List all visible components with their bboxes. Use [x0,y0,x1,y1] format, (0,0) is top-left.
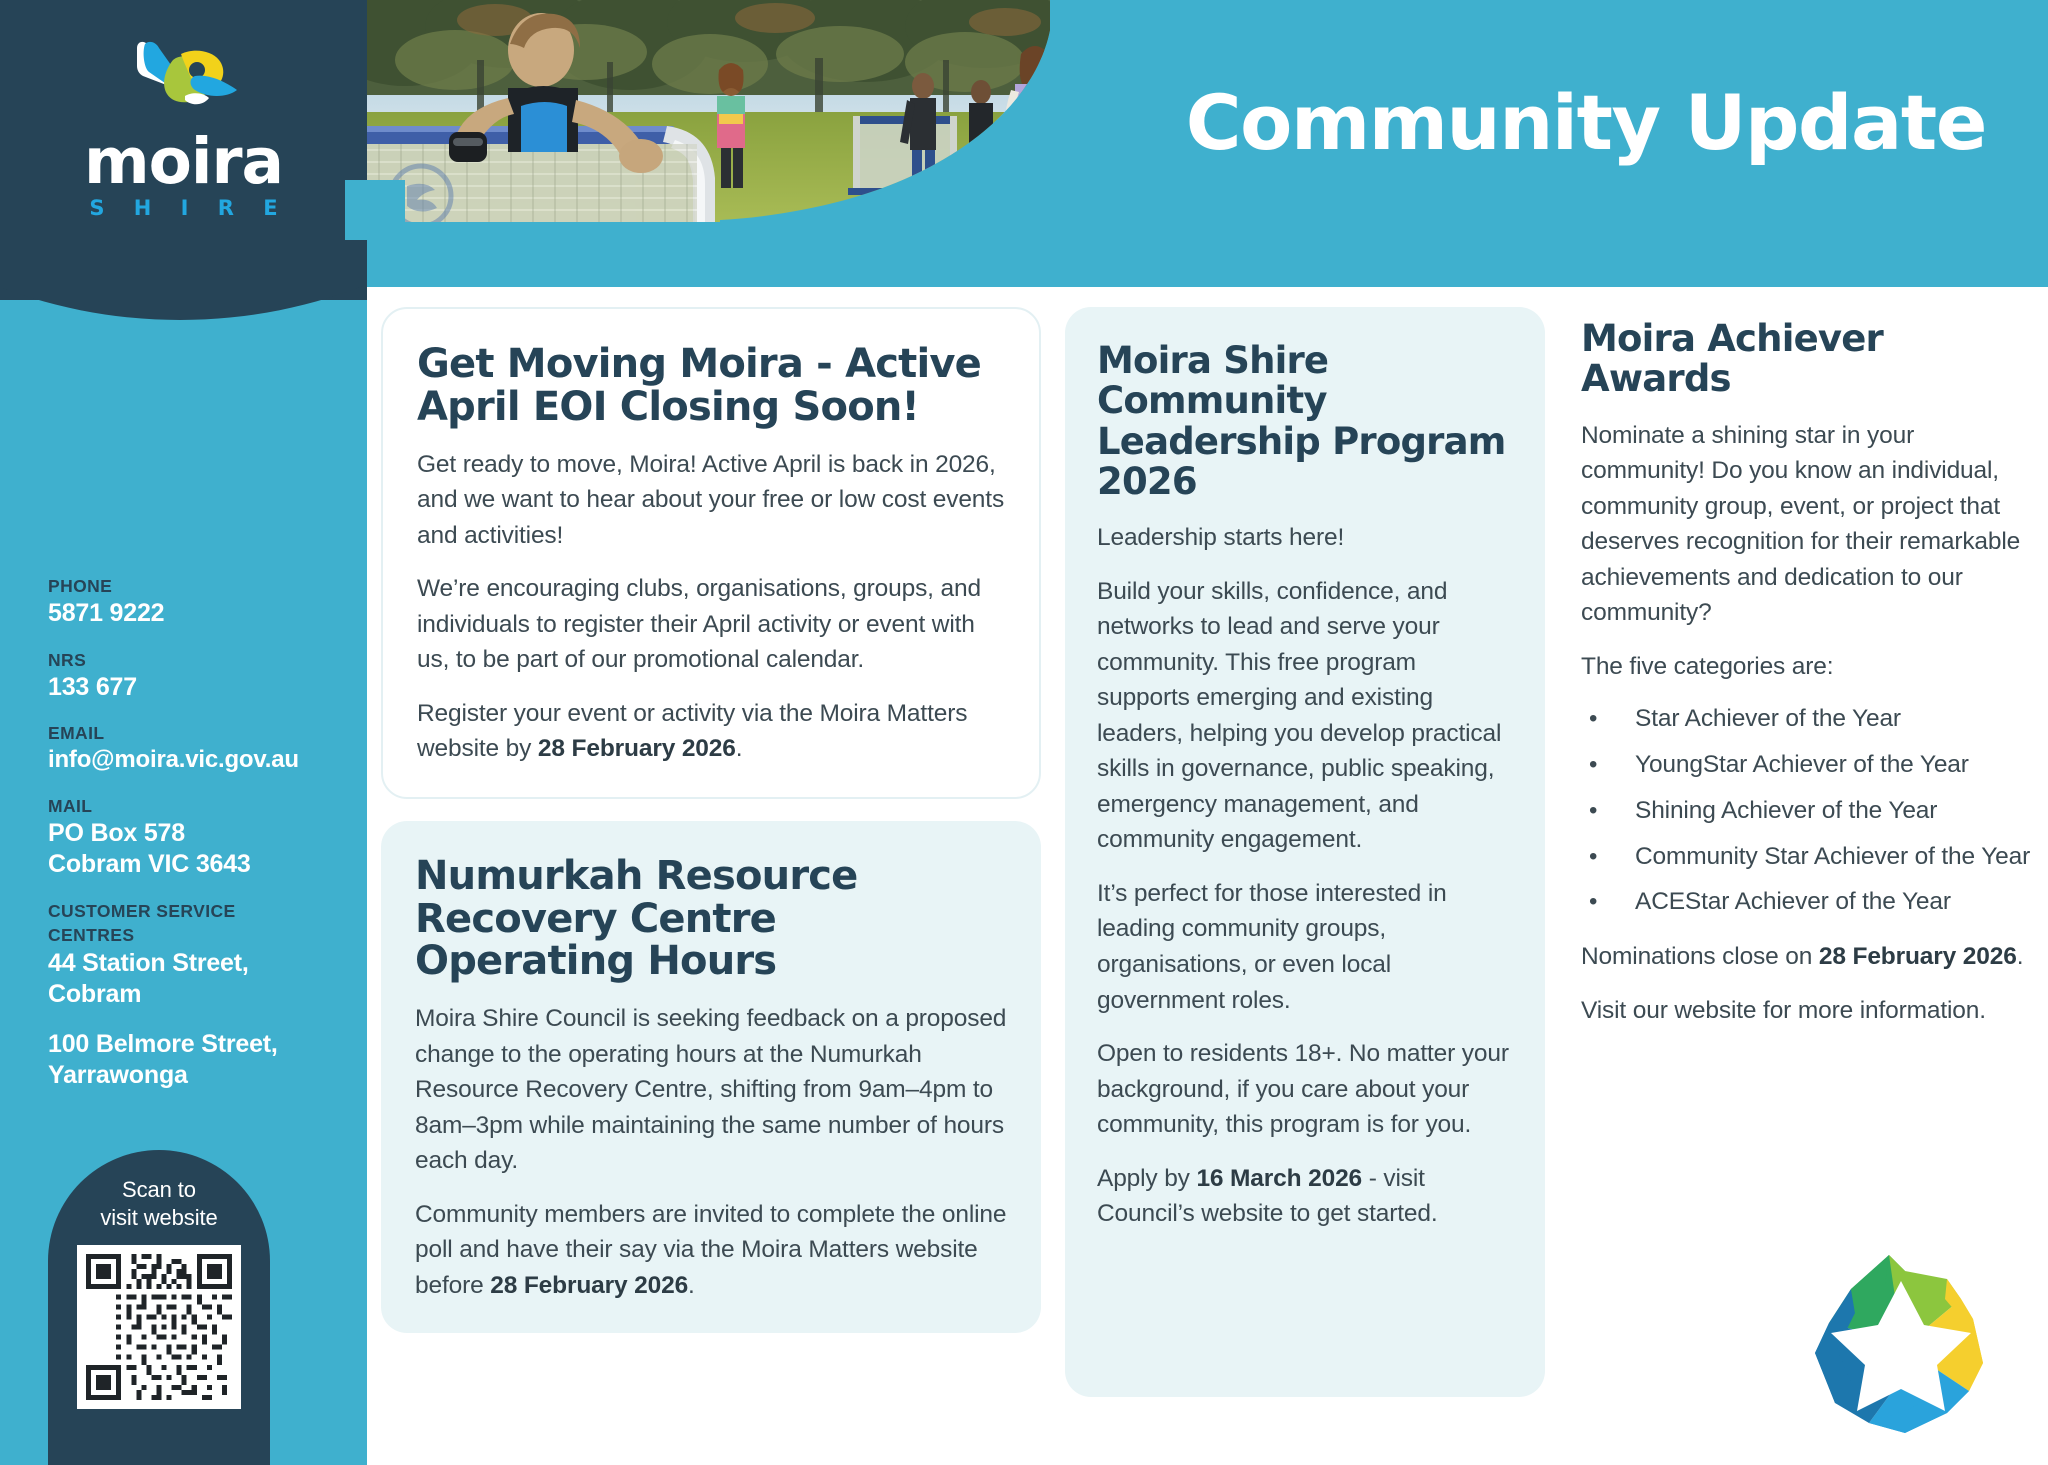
list-item [1581,794,2031,828]
mail-value-line1: PO Box 578 [48,818,185,847]
achiever-paragraph-1: Nominate a shining star in your community! Do you know an individual, community group, event, or project that deserves recognition for their remarkable achievements and dedication to our community? [1581,421,2021,627]
contact-details [48,575,328,1113]
mail-value-line2: Cobram VIC 3643 [48,850,251,879]
numurkah-paragraph-1: Moira Shire Council is seeking feedback on a proposed change to the operating hours at the Numurkah Resource Recovery Centre, shifting from 9am–4pm to 8am–3pm while maintaining the same number of hours each day. [415,1005,1007,1175]
active-april-p3-post: . [735,735,743,763]
achiever-p3-post: . [2016,943,2024,971]
leadership-paragraph-3: It’s perfect for those interested in leading community groups, organisations, or even local government roles. [1097,879,1447,1014]
active-april-heading: Get Moving Moira - Active April EOI Closing Soon! [417,341,981,430]
main-content [367,287,2048,1465]
logo-wordmark: moira [83,125,284,198]
yarrawonga-address-line2: Yarrawonga [48,1061,188,1090]
yarrawonga-address-line1: 100 Belmore Street, [48,1029,278,1058]
active-april-paragraph-2: We’re encouraging clubs, organisations, groups, and individuals to register their April activity or event with us, to be part of our promotional calendar. [417,575,981,674]
column-left [381,287,1041,1465]
achiever-paragraph-4: Visit our website for more information. [1581,996,1986,1024]
qr-code-icon [86,1254,232,1400]
leadership-p5-pre: Apply by [1097,1164,1197,1192]
category-label: YoungStar Achiever of the Year [1635,751,1969,779]
list-item [1581,748,2031,782]
category-label: Community Star Achiever of the Year [1635,842,2031,870]
logo-subtitle: S H I R E [89,195,289,220]
leadership-paragraph-4: Open to residents 18+. No matter your background, if you care about your community, this program is for you. [1097,1040,1509,1139]
qr-caption-line1: Scan to [122,1177,196,1202]
article-card-numurkah [381,821,1041,1334]
customer-service-label-line2: CENTRES [48,924,135,945]
customer-service-label-line1: CUSTOMER SERVICE [48,900,236,921]
bullet-icon: • [1589,842,1598,870]
email-value[interactable]: info@moira.vic.gov.au [48,746,299,774]
achiever-deadline: 28 February 2026 [1818,943,2017,971]
numurkah-paragraph-2 [415,1197,1007,1304]
achiever-awards-star-logo-icon [1793,1237,2009,1453]
moira-shire-logo [0,40,367,230]
achiever-paragraph-3 [1581,939,2031,975]
column-right [1581,287,2031,1465]
numurkah-deadline: 28 February 2026 [490,1271,689,1299]
mail-label: MAIL [48,795,93,816]
leadership-paragraph-1: Leadership starts here! [1097,524,1345,552]
qr-caption [100,1176,217,1231]
qr-code-box[interactable] [77,1245,241,1409]
nrs-label: NRS [48,649,87,670]
article-block-achiever [1581,287,2031,1028]
email-label: EMAIL [48,723,105,744]
header-photo-wedge [345,180,405,240]
achiever-paragraph-2: The five categories are: [1581,652,1834,680]
bullet-icon: • [1589,751,1598,779]
active-april-paragraph-1: Get ready to move, Moira! Active April is back in 2026, and we want to hear about your free or low cost events and activities! [417,450,1005,549]
achiever-categories-list [1581,702,2031,919]
active-april-deadline: 28 February 2026 [537,735,736,763]
nrs-value: 133 677 [48,672,137,701]
numurkah-p2-post: . [688,1271,695,1299]
active-april-p3-pre: Register your event or activity via the Moira Matters website by [417,699,968,763]
numurkah-p2-pre: Community members are invited to complete the online poll and have their say via the Moira Matters website before [415,1200,1007,1299]
leadership-p5-post: - visit Council’s website to get started. [1097,1164,1438,1228]
leadership-heading: Moira Shire Community Leadership Program 2026 [1097,339,1506,503]
leadership-deadline: 16 March 2026 [1196,1164,1363,1192]
bullet-icon: • [1589,888,1598,916]
article-card-active-april [381,307,1041,799]
bullet-icon: • [1589,796,1598,824]
leadership-paragraph-2: Build your skills, confidence, and networks to lead and serve your community. This free program supports emerging and existing leaders, helping you develop practical skills in governance, public speaking, emergency management, and community engagement. [1097,577,1502,854]
list-item [1581,702,2031,736]
category-label: Shining Achiever of the Year [1635,796,1938,824]
column-middle [1065,287,1545,1465]
header-photo [345,0,1050,222]
page-title: Community Update [1185,78,1986,167]
cobram-address-line1: 44 Station Street, [48,948,249,977]
achiever-p3-pre: Nominations close on [1581,943,1819,971]
qr-panel[interactable] [48,1150,270,1465]
numurkah-heading: Numurkah Resource Recovery Centre Operating Hours [415,852,858,985]
article-card-leadership [1065,307,1545,1397]
list-item [1581,885,2031,919]
moira-bird-logo-icon [123,40,245,126]
cobram-address-line2: Cobram [48,980,142,1009]
bullet-icon: • [1589,705,1598,733]
achiever-heading: Moira Achiever Awards [1581,317,1883,401]
sidebar [0,0,367,1465]
active-april-paragraph-3 [417,696,1005,767]
qr-caption-line2: visit website [100,1204,218,1230]
category-label: ACEStar Achiever of the Year [1635,888,1951,916]
phone-value: 5871 9222 [48,599,165,628]
category-label: Star Achiever of the Year [1635,705,1901,733]
phone-label: PHONE [48,576,113,596]
leadership-paragraph-5 [1097,1161,1513,1232]
list-item [1581,840,2031,874]
